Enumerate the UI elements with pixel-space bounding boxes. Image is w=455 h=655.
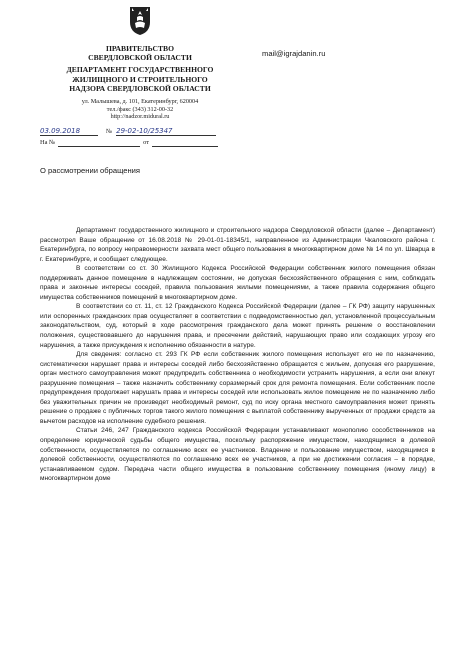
handwritten-date: 03.09.2018 xyxy=(40,127,81,135)
registration-block xyxy=(40,125,240,147)
body-paragraph: Статьи 246, 247 Гражданского кодекса Российской Федерации устанавливают монополию сособственников на определение юридической судьбы общего имущества, поскольку распоряжение имуществом, находящимся в долевой собственности, осуществляется по соглашению всех ее участников. Владение и пользование имуществом, находящимся в долевой собственности, осуществляются по соглашению всех ее участников, а при не достижении согласия – в порядке, устанавливаемом судом. Передача части общего имущества в пользование собственнику помещения (иному лицу) в многоквартирном доме xyxy=(40,427,435,483)
letter-body xyxy=(40,226,435,484)
government-line: СВЕРДЛОВСКОЙ ОБЛАСТИ xyxy=(88,53,192,63)
from-label: от xyxy=(143,139,150,146)
government-line: ПРАВИТЕЛЬСТВО xyxy=(105,44,175,53)
reference-row xyxy=(40,136,240,147)
handwritten-number: 29-02-10/25347 xyxy=(116,127,173,135)
on-number-label: На № xyxy=(40,139,56,146)
issuer-block xyxy=(40,44,240,93)
number-field xyxy=(116,126,216,136)
on-number-field xyxy=(58,146,140,147)
number-sign: № xyxy=(106,128,113,135)
department-name xyxy=(40,65,240,93)
outgoing-number-row xyxy=(40,125,240,136)
body-paragraph: В соответствии со ст. 30 Жилищного Кодекса Российской Федерации собственник жилого помещения обязан поддерживать данное помещение в надлежащем состоянии, не допуская бесхозяйственного обращения с ним, соблюдать права и законные интересы соседей, правила пользования жилыми помещениями, а также правила содержания общего имущества собственников помещений в многоквартирном доме. xyxy=(40,265,435,301)
body-paragraph: В соответствии со ст. 11, ст. 12 Гражданского Кодекса Российской Федерации (далее – ГК РФ) защиту нарушенных или оспоренных гражданских прав осуществляет в соответствии с подведомственностью дел, установленной процессуальным законодательством, суд, который в ходе рассмотрения гражданского дела может принять решение о восстановлении положения, существовавшего до нарушения права, и пресечении действий, нарушающих право или создающих угрозу его нарушения, а также присуждения к исполнению обязанности в натуре. xyxy=(40,303,435,349)
address-line: ул. Малышева, д. 101, Екатеринбург, 620004 xyxy=(81,98,199,105)
address-line: http://nadzor.midural.ru xyxy=(110,113,170,121)
body-paragraph: Департамент государственного жилищного и строительного надзора Свердловской области (далее – Департамент) рассмотрел Ваше обращение от 16.08.2018 № 29-01-01-18345/1, направленное из Администрации Чкаловского района г. Екатеринбурга, по вопросу неправомерности захвата мест общего пользования в многоквартирном доме № 14 по ул. Шварца в г. Екатеринбурге, и сообщает следующее. xyxy=(40,227,435,263)
from-date-field xyxy=(152,146,218,147)
government-name xyxy=(40,44,240,62)
letter-subject: О рассмотрении обращения xyxy=(40,166,140,175)
date-field xyxy=(40,126,98,136)
body-paragraph: Для сведения: согласно ст. 293 ГК РФ если собственник жилого помещения использует его не по назначению, систематически нарушает права и интересы соседей либо бесхозяйственно обращается с жильем, допуская его разрушение, орган местного самоуправления может предупредить собственника о необходимости устранить нарушения, а если они влекут разрушение помещения – также назначить собственнику соразмерный срок для ремонта помещения. Если собственник после предупреждения продолжает нарушать права и интересы соседей или использовать жилое помещение не по назначению либо без уважительных причин не произведет необходимый ремонт, суд по иску органа местного самоуправления может принять решение о продаже с публичных торгов такого жилого помещения с выплатой собственнику вырученных от продажи средств за вычетом расходов на исполнение судебного решения. xyxy=(40,351,435,425)
department-line: ЖИЛИЩНОГО И СТРОИТЕЛЬНОГО xyxy=(72,74,208,84)
department-line: ДЕПАРТАМЕНТ ГОСУДАРСТВЕННОГО xyxy=(66,65,214,75)
coat-of-arms-icon xyxy=(129,6,151,36)
issuer-address xyxy=(40,98,240,121)
recipient-email: mail@igrajdanin.ru xyxy=(262,49,326,58)
department-line: НАДЗОРА СВЕРДЛОВСКОЙ ОБЛАСТИ xyxy=(69,83,211,93)
address-line: тел./факс (343) 312-00-32 xyxy=(106,105,174,113)
